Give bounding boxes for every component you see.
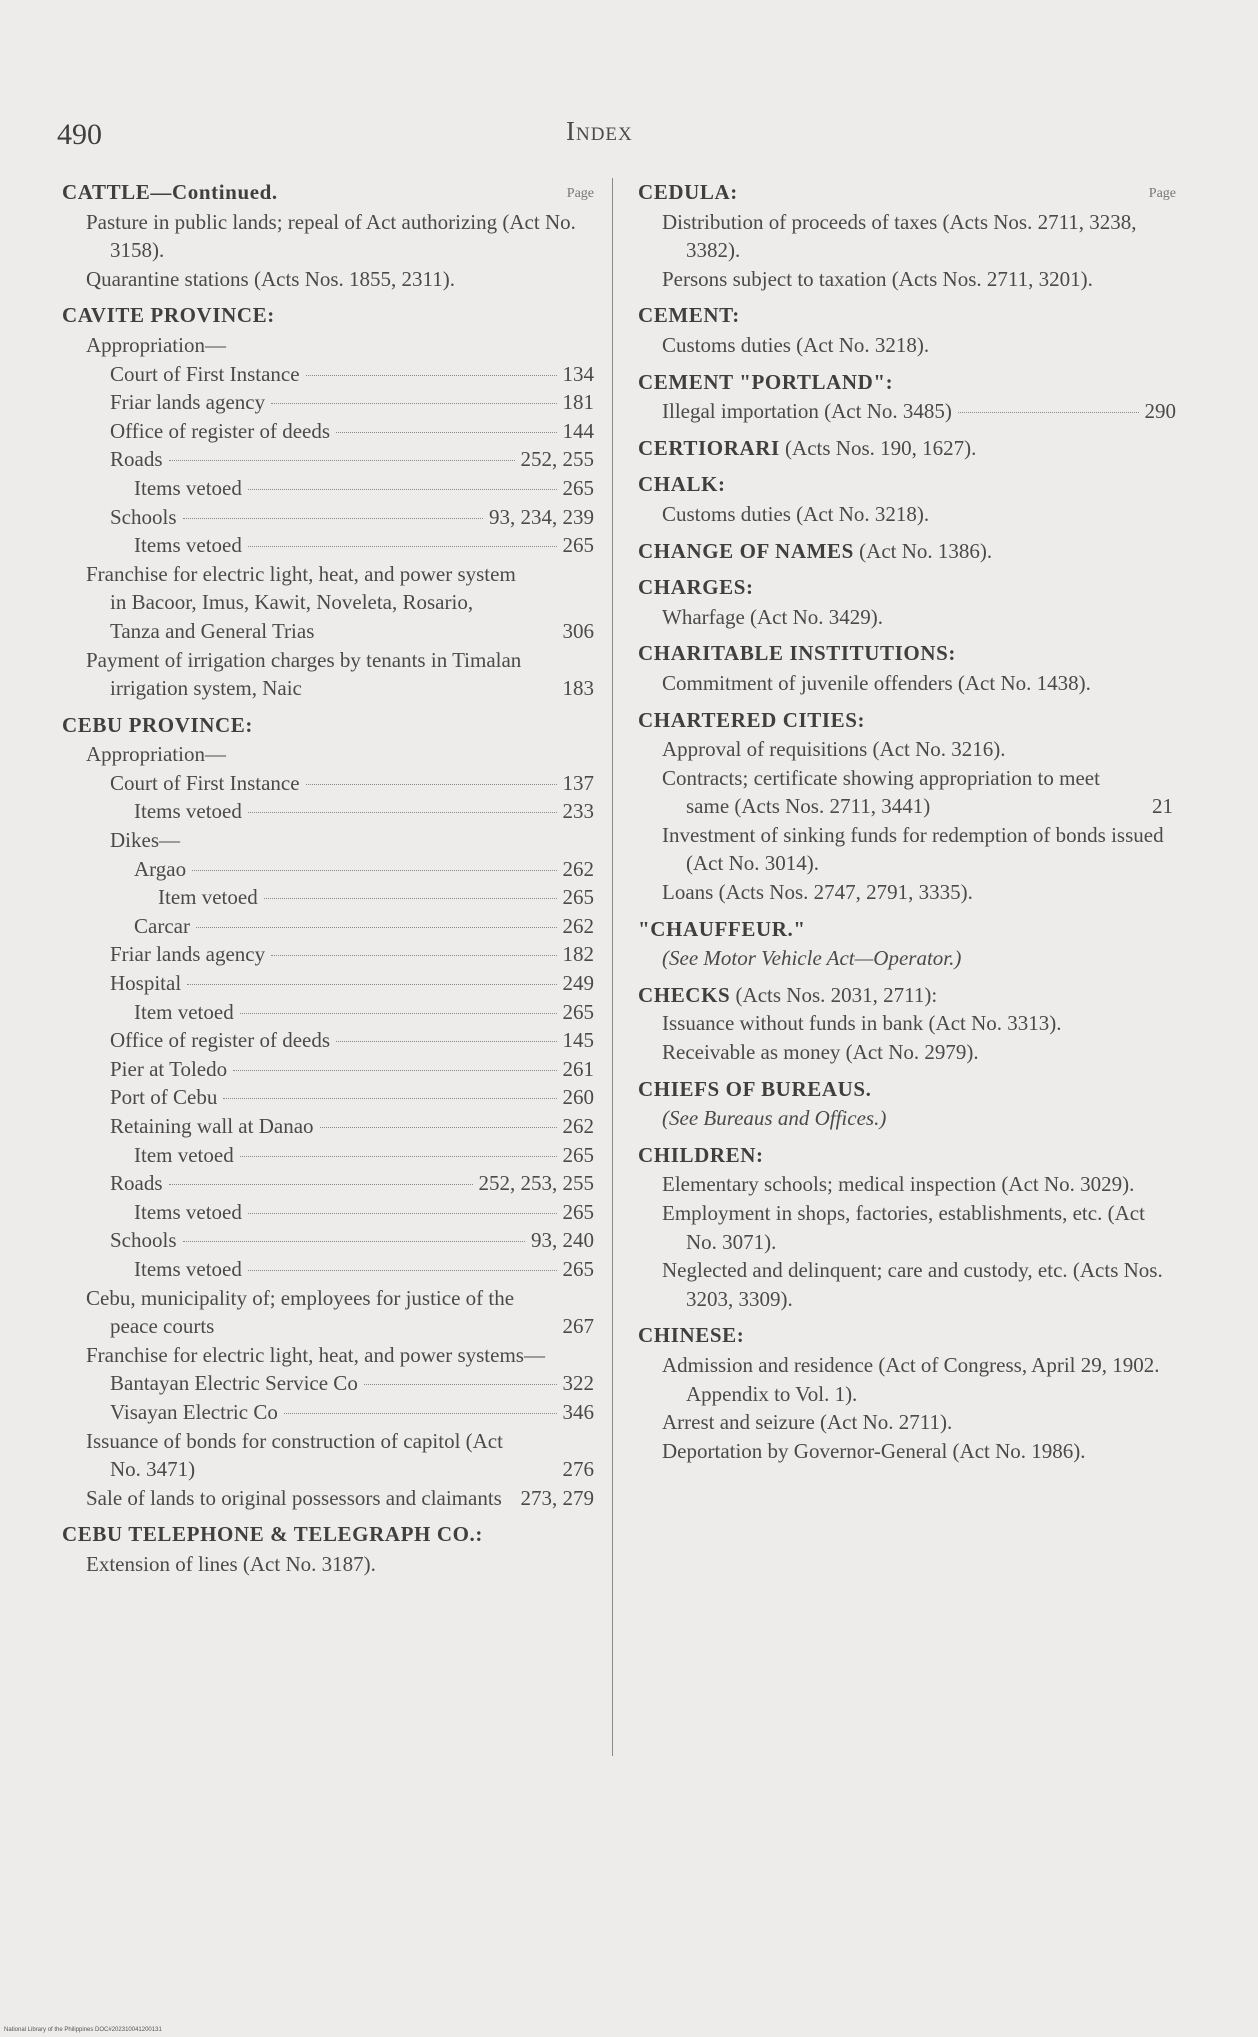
column-divider	[612, 178, 613, 1756]
entry-cement	[638, 301, 1176, 359]
entry-reference: (Acts Nos. 190, 1627).	[779, 435, 977, 460]
subentry: Quarantine stations (Acts Nos. 1855, 2311).	[86, 266, 455, 291]
subentry: Admission and residence (Act of Congress, April 29, 1902. Appendix to Vol. 1).	[662, 1352, 1160, 1406]
page-column-label: Page	[1148, 186, 1176, 201]
subentry-leader: Item vetoed 265	[134, 1142, 594, 1167]
subentry: Elementary schools; medical inspection (Act No. 3029).	[662, 1172, 1135, 1197]
subentry-leader: Issuance of bonds for construction of capitol (Act No. 3471) 276	[86, 1428, 594, 1482]
see-reference: (See Motor Vehicle Act—Operator.)	[662, 946, 962, 971]
subentry: Franchise for electric light, heat, and power systems—	[86, 1342, 545, 1367]
subentry-leader: Hospital 249	[110, 971, 594, 996]
subentry: Issuance without funds in bank (Act No. 3313).	[662, 1011, 1062, 1036]
running-head: Index	[566, 116, 633, 146]
entry-change-of-names	[638, 537, 1176, 566]
entry-heading: CHILDREN:	[638, 1142, 764, 1167]
entry-heading: "CHAUFFEUR."	[638, 916, 806, 941]
subentry: Distribution of proceeds of taxes (Acts Nos. 2711, 3238, 3382).	[662, 209, 1137, 263]
subentry-leader: Franchise for electric light, heat, and power system in Bacoor, Imus, Kawit, Noveleta, Rosario, Tanza and General Trias 306	[86, 561, 594, 643]
subentry-leader: Item vetoed 265	[158, 885, 594, 910]
subentry-leader: Pier at Toledo 261	[110, 1056, 594, 1081]
entry-reference: (Acts Nos. 2031, 2711):	[730, 982, 938, 1007]
entry-chartered-cities	[638, 706, 1176, 907]
subentry-leader: Roads 252, 253, 255	[110, 1171, 594, 1196]
entry-cavite-province	[62, 301, 594, 702]
entry-cattle	[62, 178, 594, 293]
entry-heading: CHALK:	[638, 472, 726, 497]
entry-heading: CAVITE PROVINCE:	[62, 303, 275, 328]
entry-heading: CEMENT:	[638, 303, 740, 328]
subentry: Pasture in public lands; repeal of Act authorizing (Act No. 3158).	[86, 209, 576, 263]
page-column-label: Page	[566, 186, 594, 201]
subentry-leader: Roads 252, 255	[110, 447, 594, 472]
entry-heading: CHARTERED CITIES:	[638, 707, 866, 732]
subentry: Appropriation—	[86, 742, 226, 767]
subentry: Approval of requisitions (Act No. 3216).	[662, 737, 1006, 762]
subentry: Customs duties (Act No. 3218).	[662, 332, 930, 357]
entry-checks	[638, 981, 1176, 1067]
entry-certiorari	[638, 434, 1176, 463]
entry-heading: CHECKS	[638, 982, 731, 1007]
subentry: Customs duties (Act No. 3218).	[662, 501, 930, 526]
entry-heading: CHIEFS OF BUREAUS.	[638, 1076, 872, 1101]
subentry-leader: Items vetoed 265	[134, 475, 594, 500]
subentry: Commitment of juvenile offenders (Act No. 1438).	[662, 670, 1091, 695]
subentry-leader: Port of Cebu 260	[110, 1085, 594, 1110]
subentry: Extension of lines (Act No. 3187).	[86, 1551, 376, 1576]
entry-chalk	[638, 470, 1176, 528]
subentry-leader: Carcar 262	[134, 913, 594, 938]
subentry-leader: Court of First Instance 134	[110, 361, 594, 386]
subentry-leader: Visayan Electric Co 346	[110, 1399, 594, 1424]
subentry: Neglected and delinquent; care and custody, etc. (Acts Nos. 3203, 3309).	[662, 1258, 1163, 1311]
subentry-leader: Retaining wall at Danao 262	[110, 1114, 594, 1138]
subentry-leader: Office of register of deeds 145	[110, 1028, 594, 1053]
entry-heading: CEDULA:	[638, 180, 738, 204]
subentry-leader: Office of register of deeds 144	[110, 418, 594, 443]
subentry-leader: Sale of lands to original possessors and claimants 273, 279	[86, 1485, 594, 1510]
subentry-leader: Items vetoed 265	[134, 1199, 594, 1224]
index-column-right	[638, 178, 1176, 1473]
subentry-leader: Item vetoed 265	[134, 999, 594, 1024]
subentry-leader: Cebu, municipality of; employees for justice of the peace courts 267	[86, 1285, 594, 1339]
subentry: Dikes—	[110, 828, 180, 853]
subentry-leader: Friar lands agency 181	[110, 390, 594, 415]
entry-reference: (Act No. 1386).	[853, 538, 993, 563]
entry-cement-portland	[638, 368, 1176, 426]
entry-charitable-institutions	[638, 639, 1176, 697]
subentry-leader: Illegal importation (Act No. 3485) 290	[662, 399, 1176, 424]
subentry-leader: Court of First Instance 137	[110, 770, 594, 795]
page-number: 490	[57, 118, 102, 151]
subentry: Deportation by Governor-General (Act No. 1986).	[662, 1438, 1086, 1463]
subentry-leader: Contracts; certificate showing appropriation to meet same (Acts Nos. 2711, 3441) 21	[662, 765, 1173, 819]
entry-cebu-telephone	[62, 1520, 594, 1578]
subentry: Persons subject to taxation (Acts Nos. 2711, 3201).	[662, 266, 1093, 291]
subentry: Wharfage (Act No. 3429).	[662, 604, 883, 629]
subentry-leader: Schools 93, 234, 239	[110, 504, 594, 529]
entry-heading: CEBU PROVINCE:	[62, 712, 253, 737]
entry-heading: CHANGE OF NAMES	[638, 538, 854, 563]
subentry-leader: Items vetoed 265	[134, 533, 594, 558]
see-reference: (See Bureaus and Offices.)	[662, 1106, 887, 1131]
entry-heading: CHARITABLE INSTITUTIONS:	[638, 641, 957, 666]
entry-charges	[638, 573, 1176, 631]
subentry: Receivable as money (Act No. 2979).	[662, 1040, 979, 1065]
entry-heading: CERTIORARI	[638, 435, 780, 460]
subentry: Investment of sinking funds for redemption of bonds issued (Act No. 3014).	[662, 822, 1164, 876]
subentry-leader: Friar lands agency 182	[110, 942, 594, 967]
entry-cedula	[638, 178, 1176, 293]
entry-heading: CHARGES:	[638, 575, 754, 600]
subentry: Employment in shops, factories, establishments, etc. (Act No. 3071).	[662, 1201, 1145, 1254]
entry-heading: CHINESE:	[638, 1323, 745, 1348]
subentry-leader: Items vetoed 265	[134, 1256, 594, 1281]
entry-chauffeur	[638, 915, 1176, 973]
scan-footer: National Library of the Philippines DOC#202310041200131	[4, 2027, 162, 2033]
entry-heading: CEBU TELEPHONE & TELEGRAPH CO.:	[62, 1522, 483, 1547]
subentry: Appropriation—	[86, 332, 226, 357]
subentry-leader: Items vetoed 233	[134, 799, 594, 824]
entry-cebu-province	[62, 711, 594, 1513]
entry-heading: CEMENT "PORTLAND":	[638, 369, 894, 394]
subentry-leader: Payment of irrigation charges by tenants in Timalan irrigation system, Naic 183	[86, 647, 594, 701]
index-column-left	[62, 178, 594, 1587]
subentry-leader: Argao 262	[134, 856, 594, 881]
subentry-leader: Schools 93, 240	[110, 1228, 594, 1253]
entry-heading: CATTLE—Continued.	[62, 180, 278, 204]
entry-chiefs-of-bureaus	[638, 1075, 1176, 1133]
subentry: Arrest and seizure (Act No. 2711).	[662, 1410, 953, 1435]
entry-chinese	[638, 1321, 1176, 1465]
entry-children	[638, 1141, 1176, 1314]
subentry-leader: Bantayan Electric Service Co 322	[110, 1371, 594, 1396]
subentry: Loans (Acts Nos. 2747, 2791, 3335).	[662, 880, 973, 905]
